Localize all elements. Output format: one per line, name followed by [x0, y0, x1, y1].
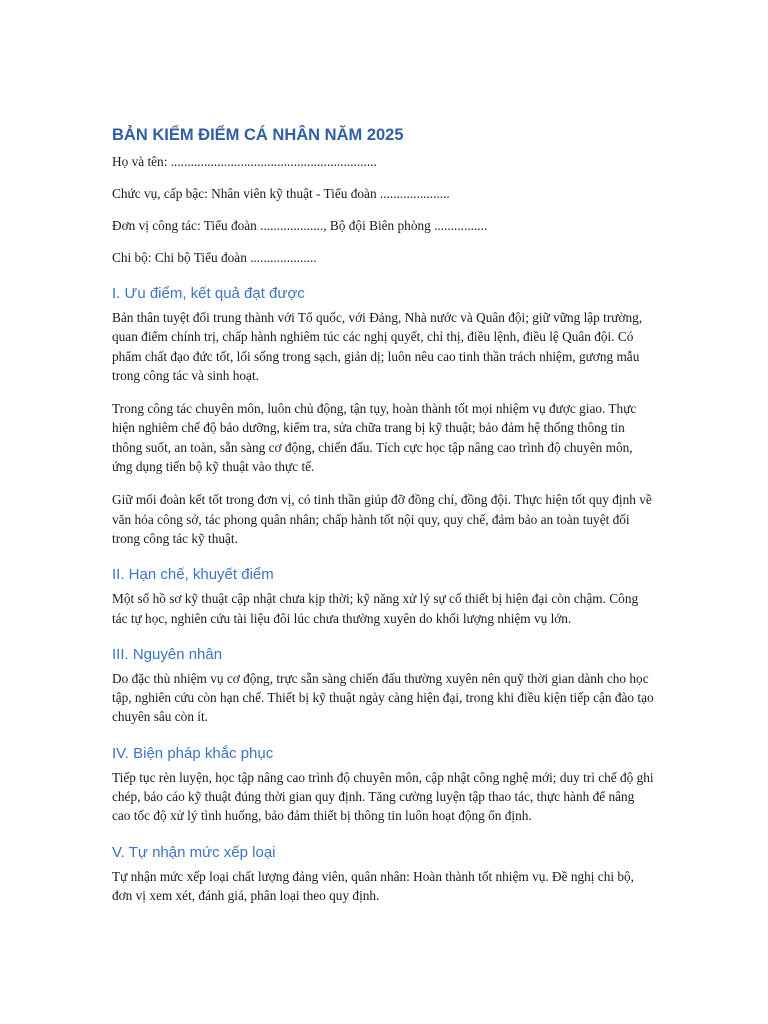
- personal-info: [112, 152, 656, 267]
- paragraph: Tiếp tục rèn luyện, học tập nâng cao trình độ chuyên môn, cập nhật công nghệ mới; duy trì chế độ ghi chép, báo cáo kỹ thuật đúng thời gian quy định. Tăng cường luyện tập thao tác, thực hành để nâng cao tốc độ xử lý tình huống, bảo đảm thiết bị thông tin luôn hoạt động ổn định.: [112, 769, 654, 824]
- section-remedies: [112, 744, 656, 826]
- paragraph: Tự nhận mức xếp loại chất lượng đảng viên, quân nhân: Hoàn thành tốt nhiệm vụ. Đề nghị chi bộ, đơn vị xem xét, đánh giá, phân loại theo quy định.: [112, 868, 634, 903]
- section-heading: IV. Biện pháp khắc phục: [112, 744, 274, 762]
- field-party-cell: Chi bộ: Chi bộ Tiểu đoàn ....................: [112, 250, 317, 265]
- paragraph: Do đặc thù nhiệm vụ cơ động, trực sẵn sàng chiến đấu thường xuyên nên quỹ thời gian dành cho học tập, nghiên cứu còn hạn chế. Thiết bị kỹ thuật ngày càng hiện đại, trong khi điều kiện tiếp cận đào tạo chuyên sâu còn ít.: [112, 670, 654, 725]
- section-heading: II. Hạn chế, khuyết điểm: [112, 566, 274, 584]
- section-heading: I. Ưu điểm, kết quả đạt được: [112, 285, 305, 302]
- paragraph: Trong công tác chuyên môn, luôn chủ động, tận tụy, hoàn thành tốt mọi nhiệm vụ được giao. Thực hiện nghiêm chế độ bảo dưỡng, kiểm tra, sửa chữa trang bị kỹ thuật; bảo đảm hệ thống thông tin thông suốt, an toàn, sẵn sàng cơ động, chiến đấu. Tích cực học tập nâng cao trình độ chuyên môn, ứng dụng tiến bộ kỹ thuật vào thực tế.: [112, 401, 637, 475]
- section-causes: [112, 645, 656, 727]
- section-self-rating: [112, 843, 656, 906]
- document-title: BẢN KIỂM ĐIỂM CÁ NHÂN NĂM 2025: [112, 126, 404, 144]
- field-full-name: Họ và tên: ..............................................................: [112, 154, 377, 169]
- section-heading: V. Tự nhận mức xếp loại: [112, 843, 276, 861]
- section-shortcomings: [112, 565, 656, 628]
- paragraph: Giữ mối đoàn kết tốt trong đơn vị, có tinh thần giúp đỡ đồng chí, đồng đội. Thực hiện tốt quy định về văn hóa công sở, tác phong quân nhân; chấp hành tốt nội quy, quy chế, đảm bảo an toàn tuyệt đối trong công tác kỹ thuật.: [112, 492, 652, 546]
- paragraph: Bản thân tuyệt đối trung thành với Tổ quốc, với Đảng, Nhà nước và Quân đội; giữ vững lập trường, quan điểm chính trị, chấp hành nghiêm túc các nghị quyết, chỉ thị, điều lệnh, điều lệ Quân đội. Có phẩm chất đạo đức tốt, lối sống trong sạch, giản dị; luôn nêu cao tinh thần trách nhiệm, gương mẫu trong công tác và sinh hoạt.: [112, 310, 643, 383]
- field-position-rank: Chức vụ, cấp bậc: Nhân viên kỹ thuật - Tiểu đoàn .....................: [112, 186, 450, 201]
- section-heading: III. Nguyên nhân: [112, 645, 223, 663]
- section-strengths: [112, 284, 656, 548]
- field-work-unit: Đơn vị công tác: Tiểu đoàn ..................., Bộ đội Biên phòng ................: [112, 218, 488, 233]
- paragraph: Một số hồ sơ kỹ thuật cập nhật chưa kịp thời; kỹ năng xử lý sự cố thiết bị hiện đại còn chậm. Công tác tự học, nghiên cứu tài liệu đôi lúc chưa thường xuyên do khối lượng nhiệm vụ lớn.: [112, 591, 639, 626]
